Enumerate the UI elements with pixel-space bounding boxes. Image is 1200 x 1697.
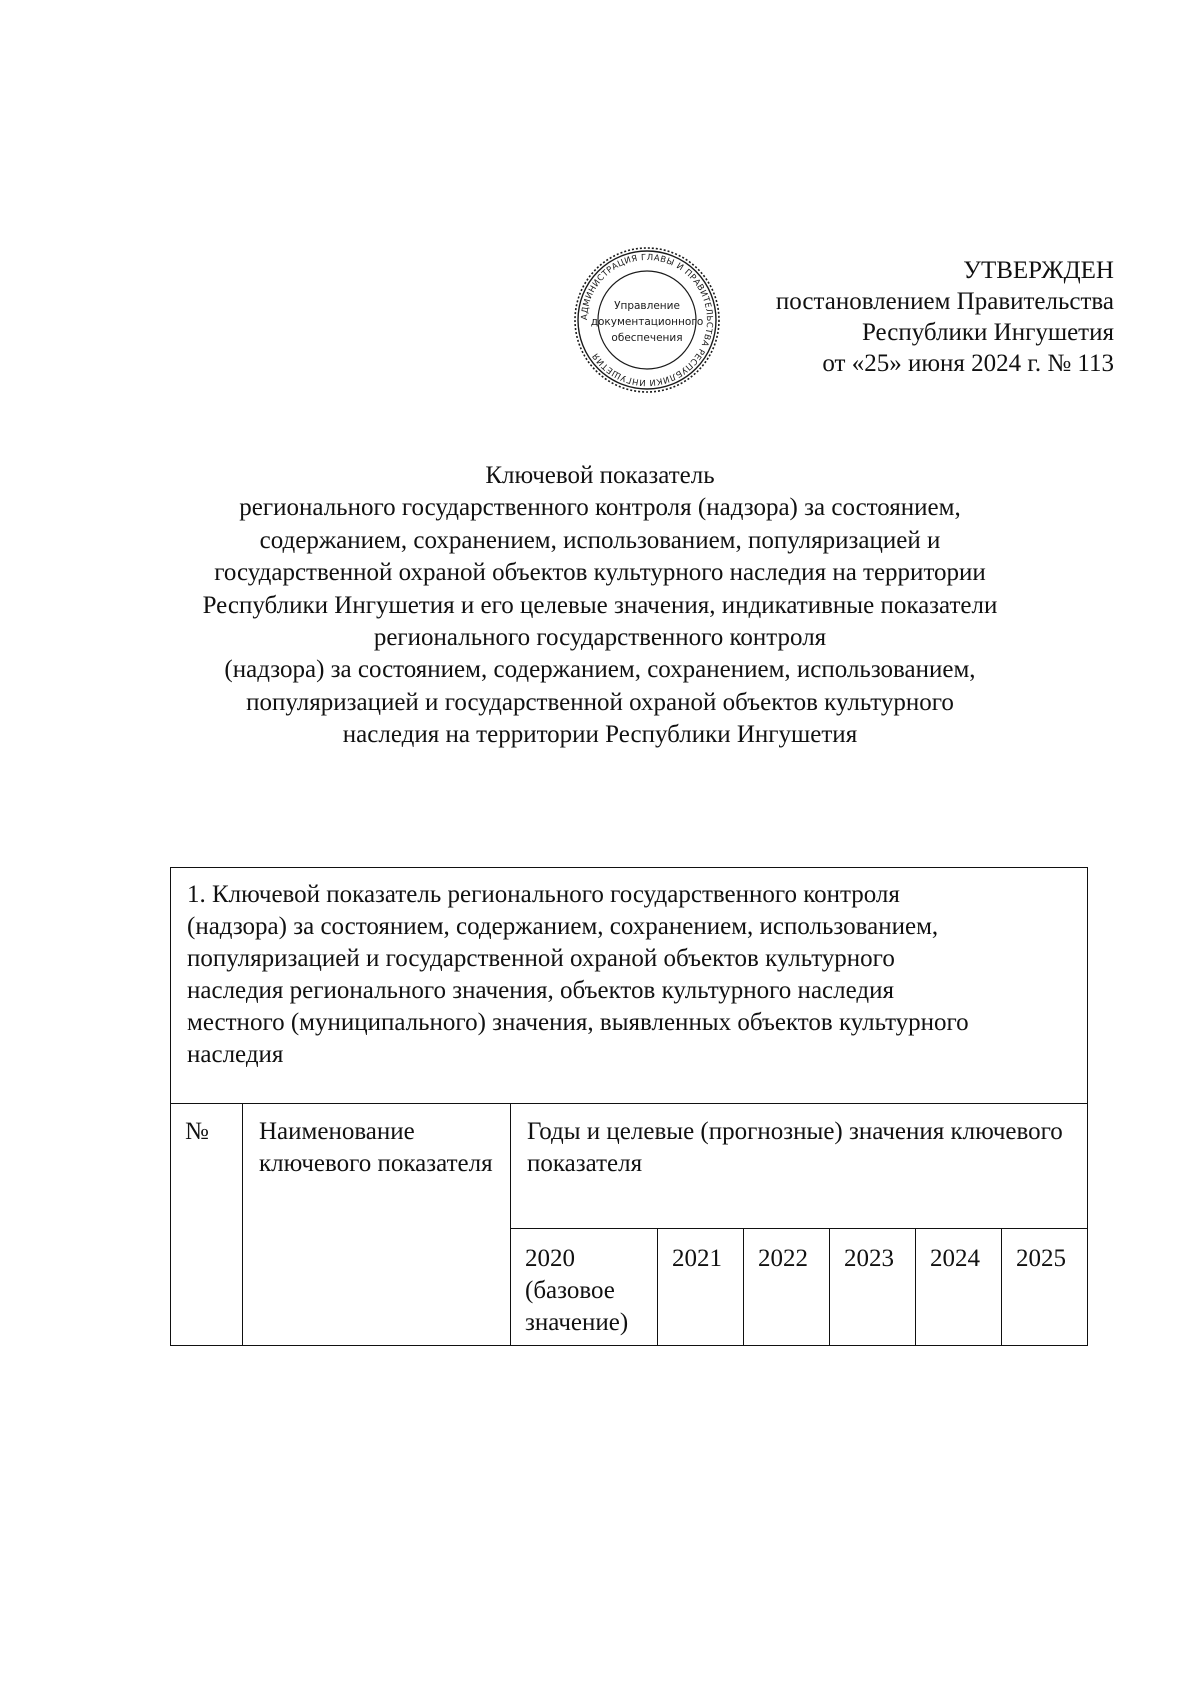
section-header-row [171,868,1088,1104]
title-line: (надзора) за состоянием, содержанием, сохранением, использованием, [224,656,976,684]
approval-block [776,255,1114,379]
stamp-center-line3: обеспечения [611,332,683,344]
year-2025-header: 2025 [1002,1229,1088,1346]
col-years-group-header: Годы и целевые (прогнозные) значения ключевого показателя [511,1104,1088,1229]
col-number-header: № [171,1104,243,1346]
column-header-row [171,1104,1088,1229]
title-line: наследия на территории Республики Ингушетия [342,721,858,749]
section-header-line: наследия регионального значения, объектов культурного наследия [187,977,894,1004]
section-header-line: (надзора) за состоянием, содержанием, сохранением, использованием, [187,913,939,940]
document-title [100,460,1100,752]
title-line: Ключевой показатель [485,462,715,489]
year-2023-header: 2023 [830,1229,916,1346]
stamp-center-line2: документационного [590,316,704,328]
year-2020-header: 2020 (базовое значение) [511,1229,658,1346]
title-line: популяризацией и государственной охраной объектов культурного [246,688,954,716]
title-line: государственной охраной объектов культурного наследия на территории [214,559,986,587]
stamp-center-line1: Управление [614,300,680,312]
col-name-header: Наименование ключевого показателя [243,1104,511,1346]
title-line: содержанием, сохранением, использованием, популяризацией и [259,526,941,554]
year-2021-header: 2021 [658,1229,744,1346]
approval-heading: УТВЕРЖДЕН [963,257,1114,284]
year-2022-header: 2022 [744,1229,830,1346]
title-line: Республики Ингушетия и его целевые значения, индикативные показатели [202,591,998,619]
year-2024-header: 2024 [916,1229,1002,1346]
section-header-line: наследия [187,1041,284,1068]
section-header-line: местного (муниципального) значения, выявленных объектов культурного [187,1009,969,1036]
approval-date-number: от «25» июня 2024 г. № 113 [822,350,1114,377]
stamp-ring-text: АДМИНИСТРАЦИЯ ГЛАВЫ И ПРАВИТЕЛЬСТВА РЕСПУБЛИКИ ИНГУШЕТИЯ [579,252,715,388]
section-header-line: популяризацией и государственной охраной объектов культурного [187,945,895,972]
approval-decree: постановлением Правительства [775,288,1114,315]
title-line: регионального государственного контроля [373,624,827,652]
kpi-table [170,867,1088,1346]
official-stamp [572,245,722,395]
section-header-cell [171,868,1088,1104]
title-line: регионального государственного контроля (надзора) за состоянием, [239,494,961,522]
section-header-line: 1. Ключевой показатель регионального государственного контроля [187,881,900,908]
approval-republic: Республики Ингушетия [861,319,1114,346]
